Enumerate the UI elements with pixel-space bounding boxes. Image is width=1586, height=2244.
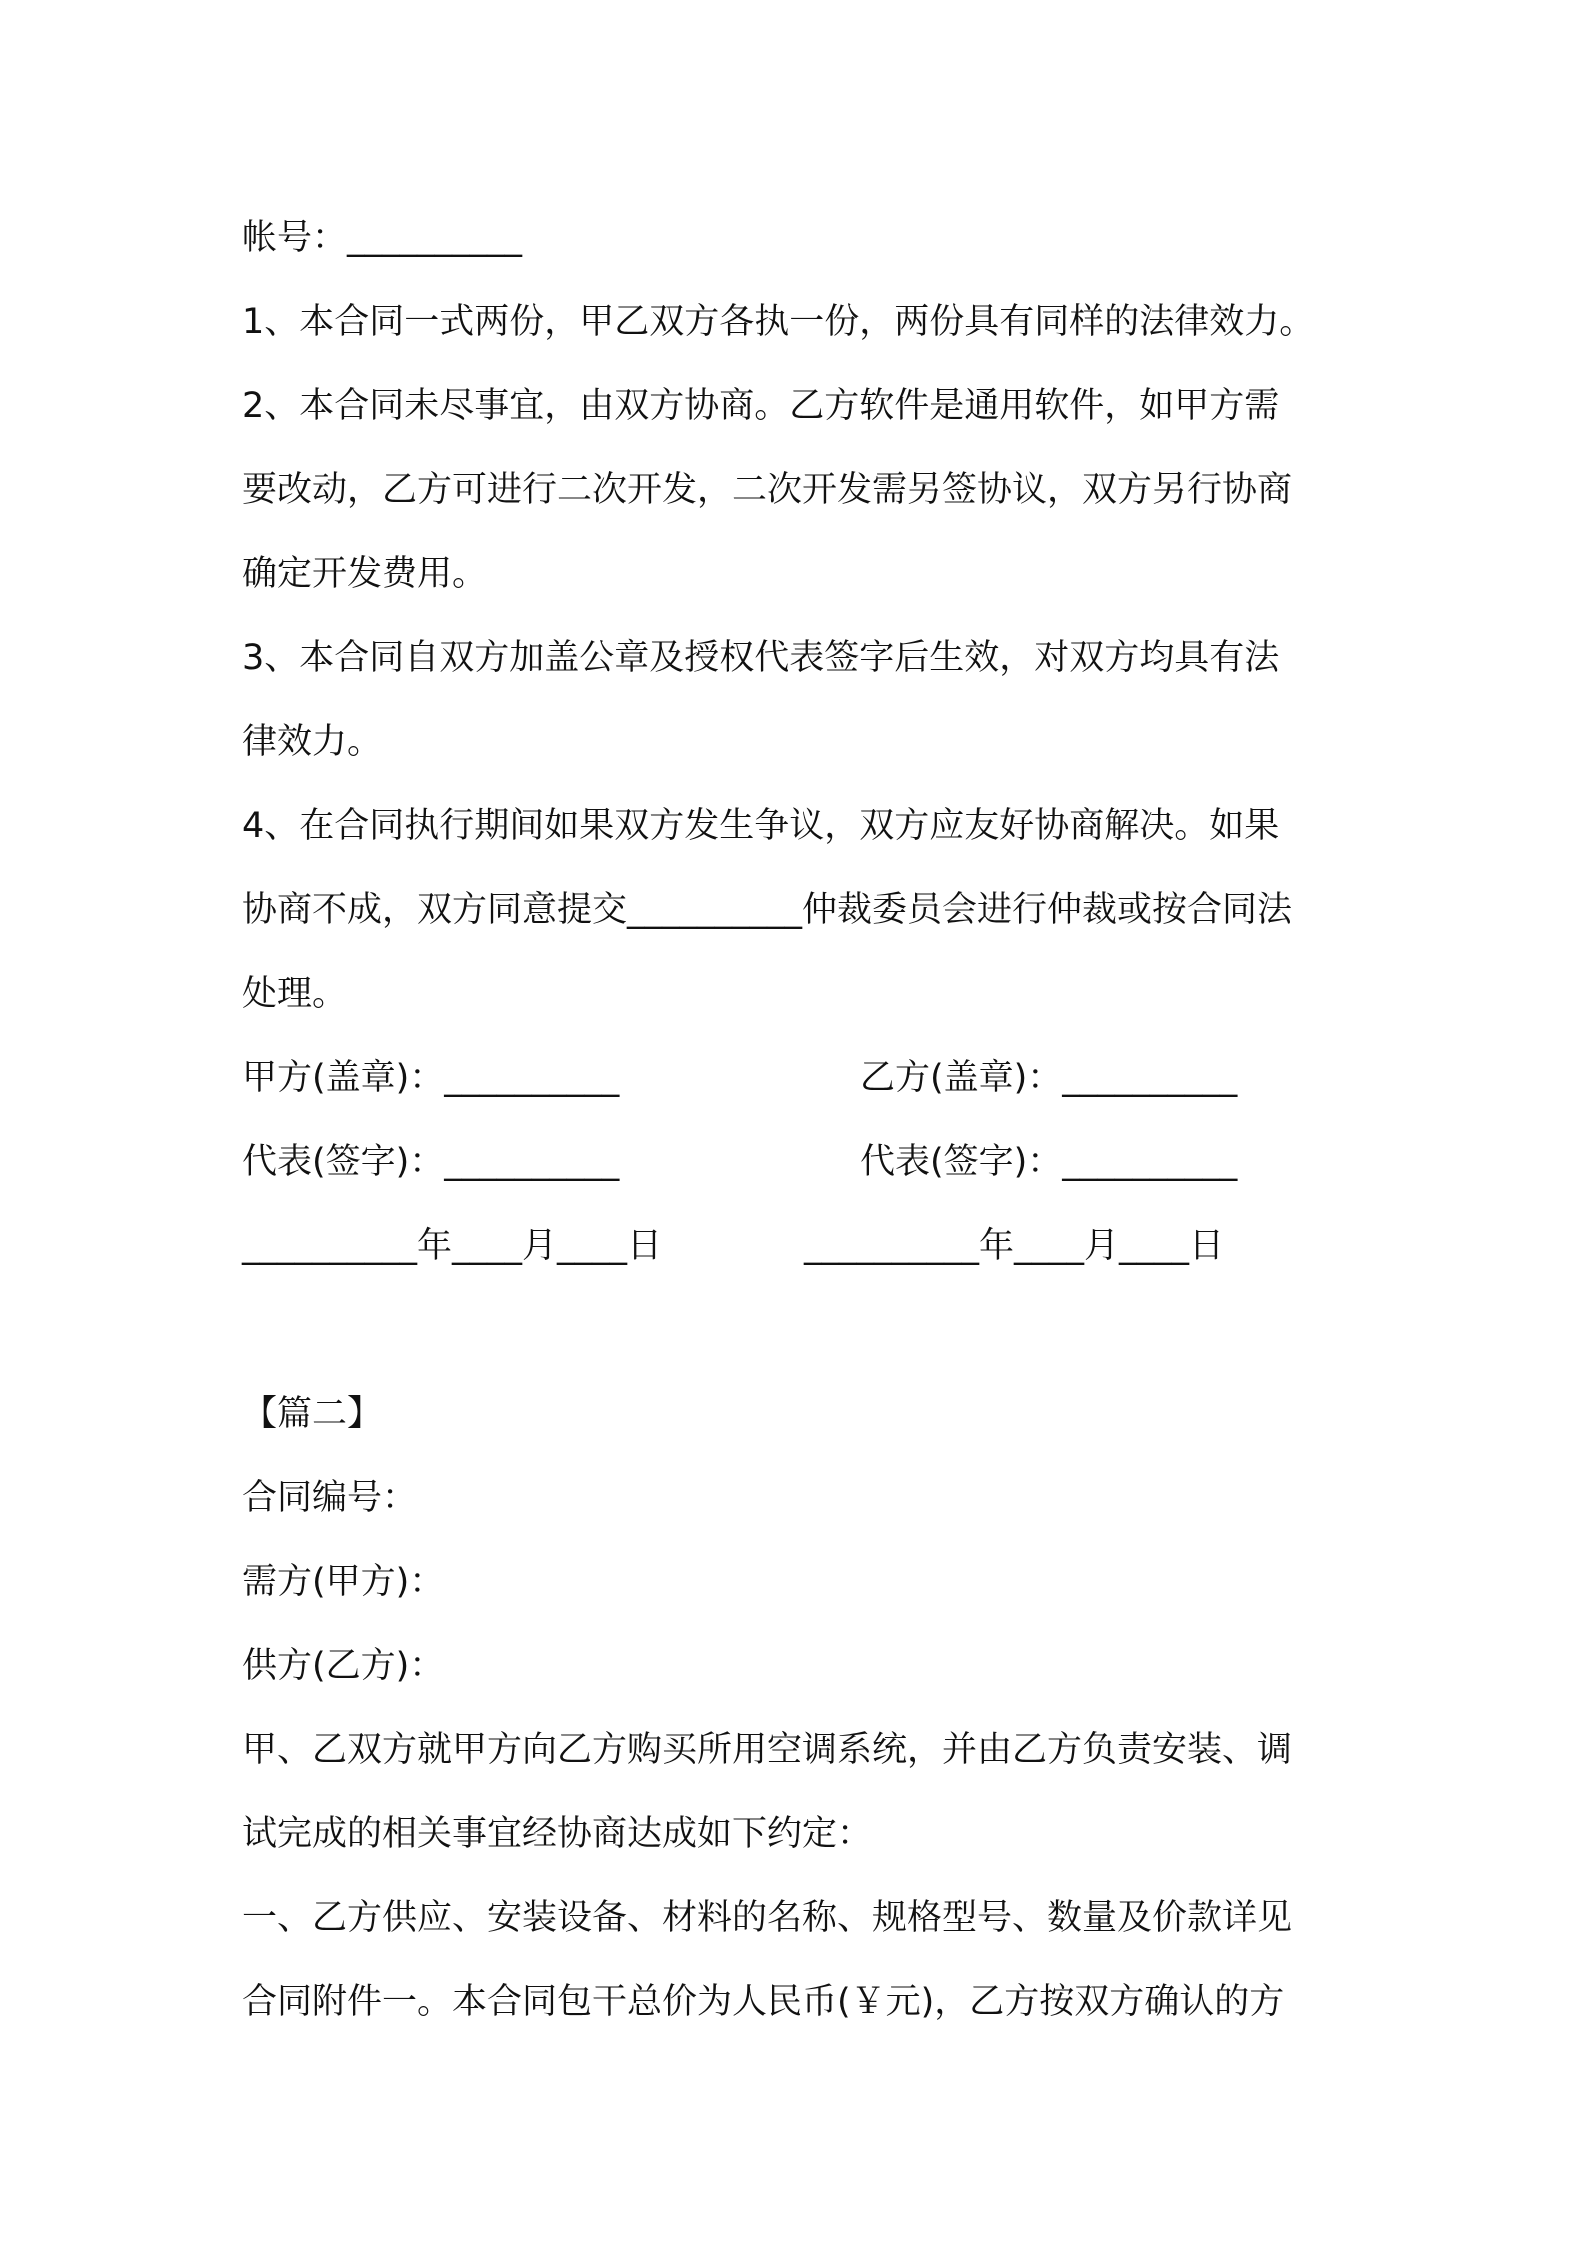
party-b-date: __________年____月____日 <box>804 1226 1225 1266</box>
party-a-seal: 甲方(盖章)：__________ <box>242 1058 620 1098</box>
clause-4-line-1: 4、在合同执行期间如果双方发生争议，双方应友好协商解决。如果 <box>242 806 1280 846</box>
date-row <box>242 1204 1372 1288</box>
clause-1-line-1: 1、本合同一式两份，甲乙双方各执一份，两份具有同样的法律效力。 <box>242 302 1315 342</box>
supplier-party: 供方(乙方)： <box>242 1646 445 1686</box>
party-a-representative: 代表(签字)：__________ <box>242 1142 620 1182</box>
representative-row <box>242 1120 1372 1204</box>
intro-line-1: 甲、乙双方就甲方向乙方购买所用空调系统，并由乙方负责安装、调 <box>242 1730 1293 1770</box>
clause-2-line-2: 要改动，乙方可进行二次开发，二次开发需另签协议，双方另行协商 <box>242 470 1293 510</box>
party-b-seal: 乙方(盖章)：__________ <box>860 1058 1238 1098</box>
clause-4-line-2: 协商不成，双方同意提交__________仲裁委员会进行仲裁或按合同法 <box>242 890 1293 930</box>
buyer-party: 需方(甲方)： <box>242 1562 445 1602</box>
party-a-date: __________年____月____日 <box>242 1226 663 1266</box>
intro-line-2: 试完成的相关事宜经协商达成如下约定： <box>242 1814 873 1854</box>
item-one-line-2: 合同附件一。本合同包干总价为人民币(￥元)，乙方按双方确认的方 <box>242 1982 1285 2022</box>
seal-row <box>242 1036 1372 1120</box>
contract-number: 合同编号： <box>242 1478 418 1518</box>
clause-3-line-2: 律效力。 <box>242 722 383 762</box>
clause-4-line-3: 处理。 <box>242 974 348 1014</box>
clause-2-line-1: 2、本合同未尽事宜，由双方协商。乙方软件是通用软件，如甲方需 <box>242 386 1280 426</box>
part-two-heading: 【篇二】 <box>242 1394 383 1434</box>
contract-text <box>242 196 1372 2044</box>
clause-3-line-1: 3、本合同自双方加盖公章及授权代表签字后生效，对双方均具有法 <box>242 638 1280 678</box>
item-one-line-1: 一、乙方供应、安装设备、材料的名称、规格型号、数量及价款详见 <box>242 1898 1293 1938</box>
clause-2-line-3: 确定开发费用。 <box>242 554 488 594</box>
party-b-representative: 代表(签字)：__________ <box>860 1142 1238 1182</box>
account-line: 帐号：__________ <box>242 218 523 258</box>
